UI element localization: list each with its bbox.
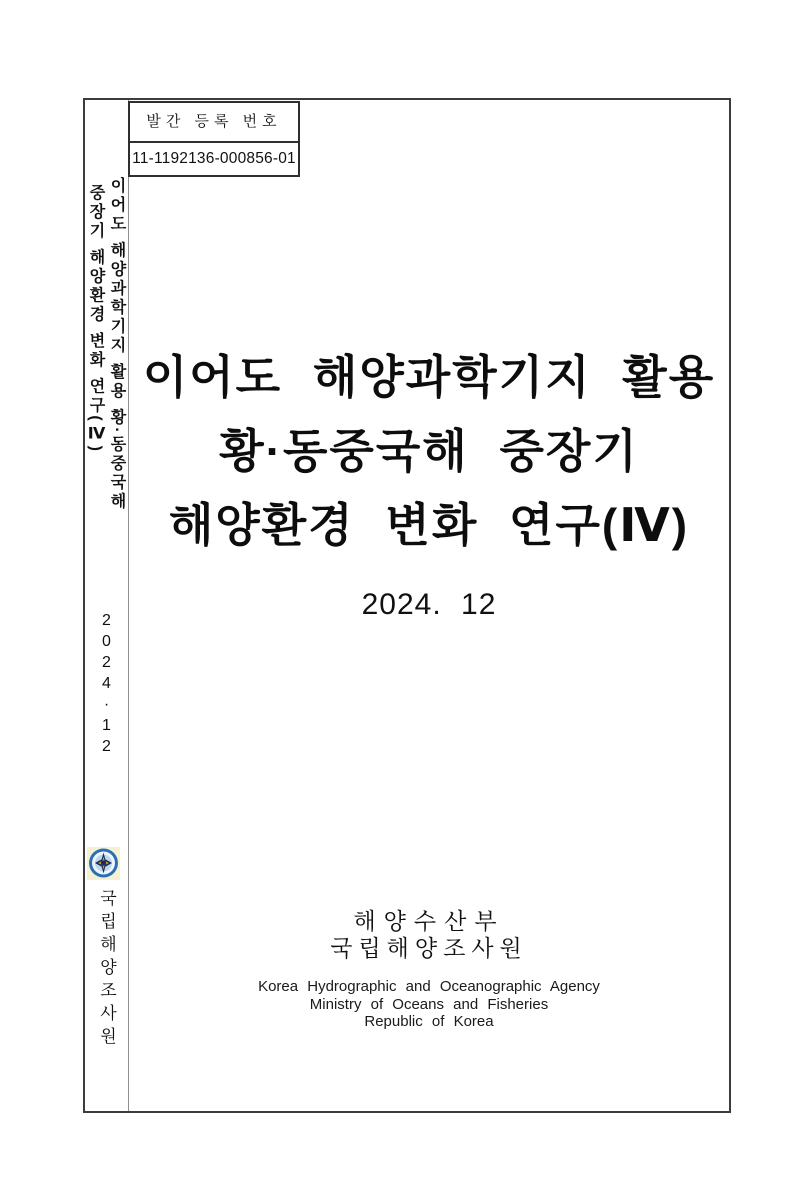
publisher-country-en: Republic of Korea <box>364 1013 494 1030</box>
report-title-line-1: 이어도 해양과학기지 활용 <box>142 351 716 403</box>
publisher-ministry-kr: 해양수산부 <box>353 908 505 934</box>
publisher-ministry-en: Ministry of Oceans and Fisheries <box>309 995 549 1013</box>
publication-number-value: 11-1192136-000856-01 <box>132 150 296 167</box>
publication-number-label: 발간 등록 번호 <box>130 103 298 143</box>
report-title-line-2: 황·동중국해 중장기 <box>219 425 639 477</box>
publication-date: 2024. 12 <box>361 588 497 621</box>
publisher-english-block <box>130 978 728 1031</box>
publisher-agency-kr: 국립해양조사원 <box>330 935 528 961</box>
spine-title-line-1: 이어도 해양과학기지 활용 황·동중국해 <box>108 177 125 512</box>
report-title-line-3: 해양환경 변화 연구(Ⅳ) <box>168 499 690 551</box>
publication-number-box <box>128 101 300 177</box>
publisher-agency-en: Korea Hydrographic and Oceanographic Agency <box>258 978 600 995</box>
report-title <box>130 340 728 562</box>
spine-divider-line <box>128 100 129 1111</box>
spine-title-line-2: 중장기 해양환경 변화 연구(Ⅳ) <box>87 184 104 454</box>
publisher-block <box>130 908 728 1031</box>
khoa-emblem-icon <box>87 847 120 880</box>
spine-date: 2024·12 <box>98 612 115 759</box>
spine-agency-name: 국립해양조사원 <box>97 889 116 1050</box>
